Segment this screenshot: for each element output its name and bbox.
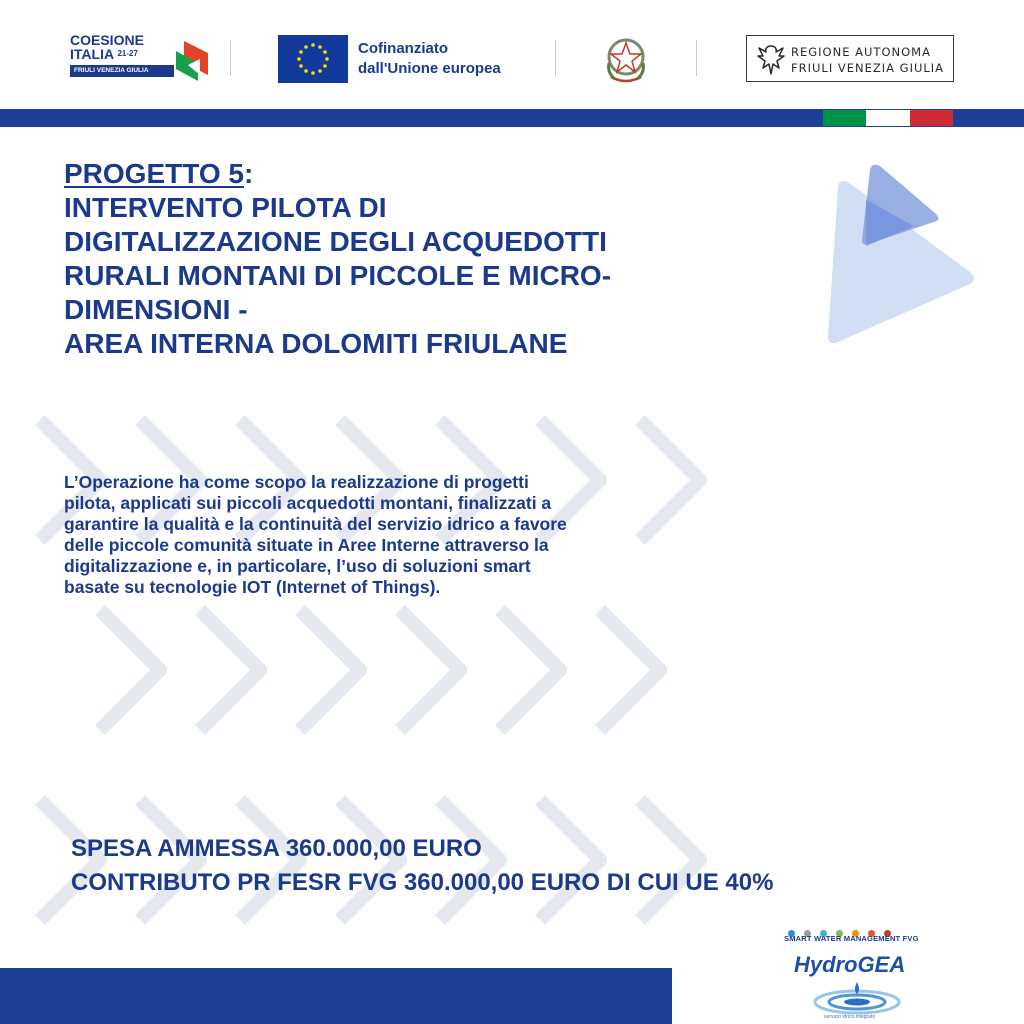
description-line: digitalizzazione e, in particolare, l’uso di soluzioni smart	[64, 556, 531, 576]
description-line: delle piccole comunità situate in Aree Interne attraverso la	[64, 535, 549, 555]
decorative-triangles-graphic	[810, 160, 1010, 350]
regione-line1: REGIONE AUTONOMA	[791, 45, 931, 59]
coesione-line1: COESIONE	[70, 32, 144, 48]
description-line: pilota, applicati sui piccoli acquedotti montani, finalizzati a	[64, 493, 552, 513]
coesione-arrow-icon	[170, 35, 216, 81]
title-line: DIGITALIZZAZIONE DEGLI ACQUEDOTTI	[64, 226, 607, 257]
funding-summary	[71, 832, 971, 900]
coesione-region-band: FRIULI VENEZIA GIULIA	[70, 65, 174, 77]
hydrogea-logo	[784, 920, 924, 1020]
regione-text	[791, 44, 944, 76]
coesione-years: 21-27	[117, 49, 138, 58]
spesa-ammessa: SPESA AMMESSA 360.000,00 EURO	[71, 835, 482, 862]
italian-flag-strip	[823, 110, 953, 126]
header-separator	[230, 40, 231, 76]
italian-republic-emblem-icon	[601, 33, 651, 85]
description-line: basate su tecnologie IOT (Internet of Things).	[64, 577, 441, 597]
eu-text	[358, 39, 501, 79]
coesione-italia-logo	[70, 33, 220, 83]
eagle-icon	[755, 40, 787, 78]
hydrogea-subtitle: servizio idrico integrato	[824, 1014, 876, 1020]
eu-line1: Cofinanziato	[358, 40, 448, 57]
flag-white-band	[866, 110, 910, 126]
project-title	[64, 157, 764, 361]
description-line: L’Operazione ha come scopo la realizzazione di progetti	[64, 472, 529, 492]
bottom-blue-bar	[0, 968, 672, 1024]
project-label: PROGETTO 5	[64, 158, 244, 189]
header-separator	[696, 40, 697, 76]
regione-fvg-logo	[746, 35, 954, 82]
title-line: DIMENSIONI -	[64, 294, 248, 325]
title-line: RURALI MONTANI DI PICCOLE E MICRO-	[64, 260, 612, 291]
eu-line2: dall'Unione europea	[358, 60, 501, 77]
coesione-line2: ITALIA	[70, 46, 114, 62]
contributo-fesr: CONTRIBUTO PR FESR FVG 360.000,00 EURO DI CUI UE 40%	[71, 869, 774, 896]
hydrogea-dots	[788, 924, 918, 934]
coesione-title	[70, 33, 144, 61]
header	[0, 0, 1024, 108]
description-line: garantire la qualità e la continuità del servizio idrico a favore	[64, 514, 567, 534]
flag-red-band	[910, 110, 953, 126]
flag-green-band	[823, 110, 866, 126]
title-line: INTERVENTO PILOTA DI	[64, 192, 387, 223]
title-heading-line	[64, 157, 764, 191]
project-label-colon: :	[243, 158, 254, 189]
hydrogea-tagline: SMART WATER MANAGEMENT FVG	[784, 934, 919, 943]
header-separator	[555, 40, 556, 76]
title-line: AREA INTERNA DOLOMITI FRIULANE	[64, 328, 568, 359]
project-description	[64, 472, 744, 598]
hydrogea-name: HydroGEA	[794, 952, 906, 977]
regione-line2: FRIULI VENEZIA GIULIA	[791, 61, 945, 75]
water-ripple-icon	[812, 980, 902, 1016]
eu-cofinanced-logo	[278, 35, 518, 83]
eu-flag-icon	[278, 35, 348, 83]
